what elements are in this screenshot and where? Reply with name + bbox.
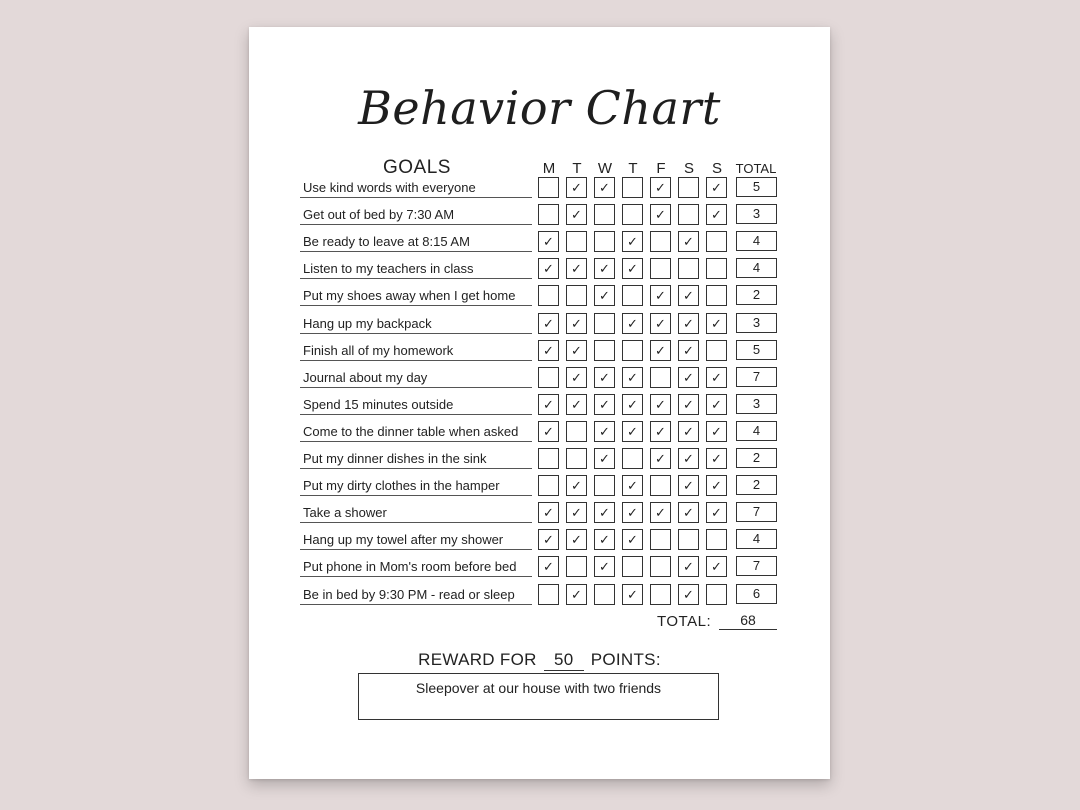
checkbox-sun[interactable]: [706, 367, 727, 388]
check-mark-icon: ✓: [599, 505, 610, 521]
row-total[interactable]: 5: [736, 177, 777, 197]
row-total[interactable]: 6: [736, 584, 777, 604]
check-mark-icon: ✓: [543, 559, 554, 575]
checkbox-fri[interactable]: [650, 340, 671, 361]
checkbox-mon[interactable]: [538, 313, 559, 334]
check-mark-icon: ✓: [599, 288, 610, 304]
checkbox-wed[interactable]: [594, 258, 615, 279]
checkbox-mon[interactable]: [538, 177, 559, 198]
check-mark-icon: ✓: [683, 315, 694, 331]
check-mark-icon: ✓: [627, 234, 638, 250]
check-mark-icon: ✓: [627, 532, 638, 548]
page-title: Behavior Chart: [358, 81, 721, 135]
checkbox-thu[interactable]: [622, 475, 643, 496]
day-header-thu: T: [628, 160, 638, 177]
check-mark-icon: ✓: [711, 180, 722, 195]
checkbox-tue[interactable]: [566, 258, 587, 279]
checkbox-sun[interactable]: [706, 394, 727, 415]
table-row: [249, 313, 830, 340]
checkbox-thu[interactable]: [622, 367, 643, 388]
check-mark-icon: ✓: [711, 207, 722, 223]
checkbox-wed[interactable]: [594, 502, 615, 523]
checkbox-mon[interactable]: [538, 502, 559, 523]
row-total[interactable]: 2: [736, 285, 777, 305]
row-total[interactable]: 7: [736, 556, 777, 576]
check-mark-icon: ✓: [627, 315, 638, 331]
check-mark-icon: ✓: [655, 288, 666, 304]
check-mark-icon: ✓: [599, 261, 610, 277]
checkbox-fri[interactable]: [650, 394, 671, 415]
table-row: [249, 421, 830, 448]
checkbox-sun[interactable]: [706, 584, 727, 605]
checkbox-tue[interactable]: [566, 285, 587, 306]
check-mark-icon: ✓: [683, 423, 694, 439]
check-mark-icon: ✓: [599, 180, 610, 195]
checkbox-mon[interactable]: [538, 475, 559, 496]
grand-total-value: 68: [719, 611, 777, 630]
checkbox-sat[interactable]: [678, 340, 699, 361]
check-mark-icon: ✓: [683, 586, 694, 602]
checkbox-fri[interactable]: [650, 475, 671, 496]
day-header-fri: F: [656, 160, 666, 177]
checkbox-sun[interactable]: [706, 475, 727, 496]
check-mark-icon: ✓: [655, 315, 666, 331]
checkbox-fri[interactable]: [650, 529, 671, 550]
checkbox-thu[interactable]: [622, 313, 643, 334]
check-mark-icon: ✓: [599, 532, 610, 548]
checkbox-sun[interactable]: [706, 502, 727, 523]
checkbox-tue[interactable]: [566, 340, 587, 361]
row-total[interactable]: 2: [736, 475, 777, 495]
check-mark-icon: ✓: [711, 451, 722, 466]
check-mark-icon: ✓: [599, 559, 610, 575]
row-total[interactable]: 7: [736, 502, 777, 522]
day-header-sun: S: [711, 160, 722, 177]
table-row: [249, 556, 830, 583]
checkbox-mon[interactable]: [538, 529, 559, 550]
check-mark-icon: ✓: [543, 342, 554, 358]
checkbox-tue[interactable]: [566, 529, 587, 550]
checkbox-wed[interactable]: [594, 448, 615, 469]
table-row: [249, 367, 830, 394]
check-mark-icon: ✓: [571, 261, 582, 277]
table-row: [249, 231, 830, 258]
check-mark-icon: ✓: [711, 559, 722, 575]
checkbox-mon[interactable]: [538, 448, 559, 469]
table-row: [249, 502, 830, 529]
goal-label: Come to the dinner table when asked: [300, 421, 532, 442]
checkbox-fri[interactable]: [650, 584, 671, 605]
goal-label: Put my dirty clothes in the hamper: [300, 475, 532, 496]
checkbox-sat[interactable]: [678, 475, 699, 496]
checkbox-fri[interactable]: [650, 285, 671, 306]
checkbox-thu[interactable]: [622, 529, 643, 550]
checkbox-thu[interactable]: [622, 285, 643, 306]
checkbox-sun[interactable]: [706, 556, 727, 577]
checkbox-thu[interactable]: [622, 502, 643, 523]
checkbox-tue[interactable]: [566, 204, 587, 225]
goal-label: Hang up my towel after my shower: [300, 529, 532, 550]
checkbox-thu[interactable]: [622, 258, 643, 279]
check-mark-icon: ✓: [627, 396, 638, 412]
check-mark-icon: ✓: [571, 369, 582, 385]
checkbox-mon[interactable]: [538, 231, 559, 252]
check-mark-icon: ✓: [627, 586, 638, 602]
table-row: [249, 285, 830, 312]
checkbox-thu[interactable]: [622, 340, 643, 361]
check-mark-icon: ✓: [543, 532, 554, 548]
check-mark-icon: ✓: [655, 342, 666, 358]
goal-label: Be in bed by 9:30 PM - read or sleep: [300, 584, 532, 605]
day-header-sat: S: [683, 160, 694, 177]
checkbox-sun[interactable]: [706, 421, 727, 442]
goal-label: Listen to my teachers in class: [300, 258, 532, 279]
check-mark-icon: ✓: [599, 396, 610, 412]
checkbox-sat[interactable]: [678, 285, 699, 306]
check-mark-icon: ✓: [571, 207, 582, 223]
row-total[interactable]: 4: [736, 529, 777, 549]
row-total[interactable]: 3: [736, 313, 777, 333]
checkbox-thu[interactable]: [622, 394, 643, 415]
day-header-wed: W: [597, 160, 613, 177]
checkbox-fri[interactable]: [650, 231, 671, 252]
check-mark-icon: ✓: [627, 478, 638, 494]
check-mark-icon: ✓: [543, 234, 554, 250]
goal-label: Get out of bed by 7:30 AM: [300, 204, 532, 225]
table-row: [249, 258, 830, 285]
goal-label: Finish all of my homework: [300, 340, 532, 361]
checkbox-thu[interactable]: [622, 204, 643, 225]
checkbox-fri[interactable]: [650, 177, 671, 198]
checkbox-thu[interactable]: [622, 448, 643, 469]
check-mark-icon: ✓: [543, 505, 554, 521]
checkbox-wed[interactable]: [594, 340, 615, 361]
checkbox-wed[interactable]: [594, 231, 615, 252]
check-mark-icon: ✓: [543, 315, 554, 331]
checkbox-fri[interactable]: [650, 556, 671, 577]
check-mark-icon: ✓: [711, 369, 722, 385]
checkbox-tue[interactable]: [566, 367, 587, 388]
checkbox-wed[interactable]: [594, 421, 615, 442]
goal-label: Journal about my day: [300, 367, 532, 388]
checkbox-sat[interactable]: [678, 204, 699, 225]
goal-label: Be ready to leave at 8:15 AM: [300, 231, 532, 252]
checkbox-sun[interactable]: [706, 529, 727, 550]
check-mark-icon: ✓: [571, 396, 582, 412]
checkbox-wed[interactable]: [594, 394, 615, 415]
check-mark-icon: ✓: [655, 423, 666, 439]
check-mark-icon: ✓: [599, 451, 610, 466]
row-total[interactable]: 3: [736, 394, 777, 414]
behavior-chart-page: [249, 27, 830, 779]
checkbox-sat[interactable]: [678, 584, 699, 605]
check-mark-icon: ✓: [711, 423, 722, 439]
checkbox-wed[interactable]: [594, 285, 615, 306]
checkbox-tue[interactable]: [566, 231, 587, 252]
row-total[interactable]: 4: [736, 421, 777, 441]
check-mark-icon: ✓: [711, 478, 722, 494]
checkbox-sat[interactable]: [678, 313, 699, 334]
checkbox-fri[interactable]: [650, 367, 671, 388]
check-mark-icon: ✓: [683, 396, 694, 412]
checkbox-sun[interactable]: [706, 285, 727, 306]
table-row: [249, 394, 830, 421]
checkbox-mon[interactable]: [538, 204, 559, 225]
checkbox-mon[interactable]: [538, 584, 559, 605]
checkbox-tue[interactable]: [566, 313, 587, 334]
checkbox-sat[interactable]: [678, 421, 699, 442]
check-mark-icon: ✓: [571, 586, 582, 602]
reward-description-box[interactable]: Sleepover at our house with two friends: [358, 673, 719, 720]
checkbox-wed[interactable]: [594, 204, 615, 225]
total-header: TOTAL: [735, 161, 777, 176]
check-mark-icon: ✓: [543, 396, 554, 412]
checkbox-fri[interactable]: [650, 258, 671, 279]
day-header-tue: T: [572, 160, 582, 177]
checkbox-fri[interactable]: [650, 421, 671, 442]
checkbox-sun[interactable]: [706, 448, 727, 469]
check-mark-icon: ✓: [543, 261, 554, 277]
row-total[interactable]: 2: [736, 448, 777, 468]
checkbox-fri[interactable]: [650, 448, 671, 469]
checkbox-tue[interactable]: [566, 584, 587, 605]
goal-label: Spend 15 minutes outside: [300, 394, 532, 415]
goals-header: GOALS: [383, 157, 451, 178]
goal-label: Take a shower: [300, 502, 532, 523]
check-mark-icon: ✓: [683, 234, 694, 250]
checkbox-tue[interactable]: [566, 448, 587, 469]
checkbox-sat[interactable]: [678, 258, 699, 279]
table-row: [249, 584, 830, 611]
checkbox-fri[interactable]: [650, 502, 671, 523]
checkbox-tue[interactable]: [566, 502, 587, 523]
checkbox-sat[interactable]: [678, 448, 699, 469]
checkbox-wed[interactable]: [594, 177, 615, 198]
row-total[interactable]: 4: [736, 258, 777, 278]
table-row: [249, 340, 830, 367]
checkbox-sat[interactable]: [678, 394, 699, 415]
check-mark-icon: ✓: [571, 505, 582, 521]
check-mark-icon: ✓: [627, 505, 638, 521]
checkbox-wed[interactable]: [594, 367, 615, 388]
checkbox-wed[interactable]: [594, 529, 615, 550]
reward-points-value[interactable]: 50: [544, 650, 584, 671]
checkbox-sat[interactable]: [678, 177, 699, 198]
day-header-mon: M: [542, 160, 556, 177]
checkbox-tue[interactable]: [566, 177, 587, 198]
grand-total-label: TOTAL:: [657, 613, 712, 630]
check-mark-icon: ✓: [683, 478, 694, 494]
check-mark-icon: ✓: [655, 451, 666, 466]
checkbox-thu[interactable]: [622, 231, 643, 252]
goal-label: Put my shoes away when I get home: [300, 285, 532, 306]
checkbox-mon[interactable]: [538, 258, 559, 279]
checkbox-mon[interactable]: [538, 285, 559, 306]
goal-label: Put my dinner dishes in the sink: [300, 448, 532, 469]
check-mark-icon: ✓: [627, 423, 638, 439]
checkbox-tue[interactable]: [566, 421, 587, 442]
check-mark-icon: ✓: [571, 315, 582, 331]
row-total[interactable]: 7: [736, 367, 777, 387]
checkbox-sat[interactable]: [678, 367, 699, 388]
checkbox-sun[interactable]: [706, 177, 727, 198]
checkbox-thu[interactable]: [622, 177, 643, 198]
check-mark-icon: ✓: [543, 423, 554, 439]
checkbox-thu[interactable]: [622, 556, 643, 577]
checkbox-mon[interactable]: [538, 556, 559, 577]
checkbox-tue[interactable]: [566, 556, 587, 577]
check-mark-icon: ✓: [655, 396, 666, 412]
check-mark-icon: ✓: [655, 207, 666, 223]
checkbox-sat[interactable]: [678, 502, 699, 523]
checkbox-wed[interactable]: [594, 584, 615, 605]
reward-label-before: REWARD FOR: [418, 650, 537, 669]
table-row: [249, 529, 830, 556]
check-mark-icon: ✓: [599, 369, 610, 385]
check-mark-icon: ✓: [627, 369, 638, 385]
reward-heading: [249, 650, 830, 671]
checkbox-sun[interactable]: [706, 340, 727, 361]
row-total[interactable]: 3: [736, 204, 777, 224]
reward-label-after: POINTS:: [590, 650, 661, 669]
check-mark-icon: ✓: [711, 315, 722, 331]
checkbox-tue[interactable]: [566, 394, 587, 415]
row-total[interactable]: 5: [736, 340, 777, 360]
check-mark-icon: ✓: [683, 288, 694, 304]
table-row: [249, 204, 830, 231]
checkbox-mon[interactable]: [538, 394, 559, 415]
checkbox-mon[interactable]: [538, 340, 559, 361]
checkbox-fri[interactable]: [650, 313, 671, 334]
check-mark-icon: ✓: [683, 342, 694, 358]
check-mark-icon: ✓: [571, 180, 582, 195]
table-row: [249, 448, 830, 475]
checkbox-sun[interactable]: [706, 313, 727, 334]
check-mark-icon: ✓: [571, 532, 582, 548]
checkbox-wed[interactable]: [594, 313, 615, 334]
checkbox-sun[interactable]: [706, 231, 727, 252]
checkbox-wed[interactable]: [594, 556, 615, 577]
table-row: [249, 177, 830, 204]
table-row: [249, 475, 830, 502]
check-mark-icon: ✓: [571, 342, 582, 358]
checkbox-sat[interactable]: [678, 529, 699, 550]
checkbox-sun[interactable]: [706, 258, 727, 279]
check-mark-icon: ✓: [655, 180, 666, 195]
check-mark-icon: ✓: [683, 369, 694, 385]
goal-label: Hang up my backpack: [300, 313, 532, 334]
checkbox-mon[interactable]: [538, 421, 559, 442]
goal-label: Put phone in Mom's room before bed: [300, 556, 532, 577]
checkbox-thu[interactable]: [622, 584, 643, 605]
checkbox-sat[interactable]: [678, 556, 699, 577]
check-mark-icon: ✓: [711, 505, 722, 521]
check-mark-icon: ✓: [627, 261, 638, 277]
checkbox-fri[interactable]: [650, 204, 671, 225]
checkbox-tue[interactable]: [566, 475, 587, 496]
checkbox-sun[interactable]: [706, 204, 727, 225]
checkbox-wed[interactable]: [594, 475, 615, 496]
goal-label: Use kind words with everyone: [300, 177, 532, 198]
checkbox-thu[interactable]: [622, 421, 643, 442]
check-mark-icon: ✓: [683, 451, 694, 466]
check-mark-icon: ✓: [655, 505, 666, 521]
check-mark-icon: ✓: [711, 396, 722, 412]
checkbox-mon[interactable]: [538, 367, 559, 388]
checkbox-sat[interactable]: [678, 231, 699, 252]
check-mark-icon: ✓: [683, 505, 694, 521]
row-total[interactable]: 4: [736, 231, 777, 251]
check-mark-icon: ✓: [683, 559, 694, 575]
check-mark-icon: ✓: [599, 423, 610, 439]
check-mark-icon: ✓: [571, 478, 582, 494]
